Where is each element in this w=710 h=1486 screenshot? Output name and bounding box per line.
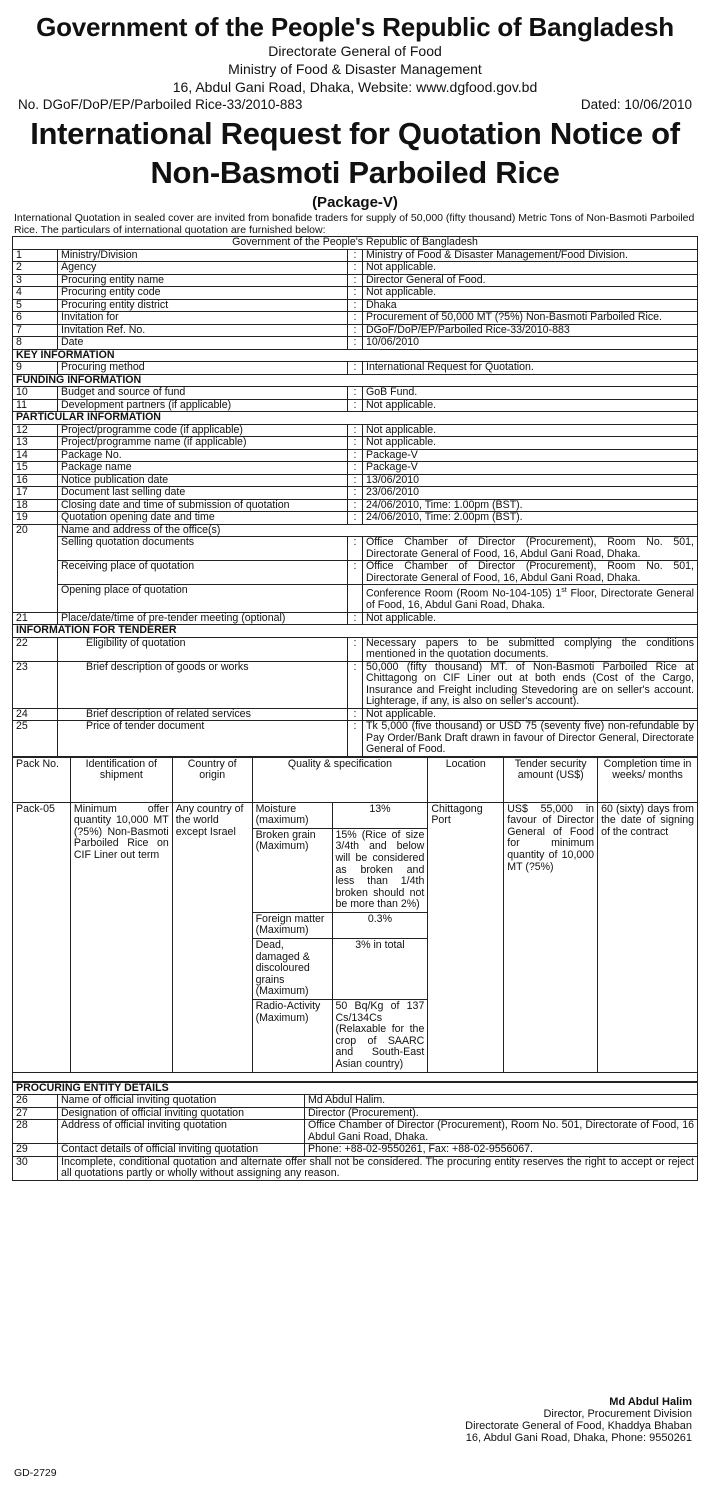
- quality-name: Dead, damaged & discoloured grains (Maximum): [252, 939, 332, 1000]
- row-value: DGoF/DoP/EP/Parboiled Rice-33/2010-883: [363, 324, 698, 337]
- row-label: Notice publication date: [58, 474, 348, 487]
- row-value: Not applicable.: [363, 399, 698, 412]
- row-value: Not applicable.: [363, 287, 698, 300]
- spec-completion: 60 (sixty) days from the date of signing of the contract: [598, 802, 698, 1072]
- directorate-name: Directorate General of Food: [268, 43, 442, 59]
- spec-location: Chittagong Port: [428, 802, 504, 1072]
- spec-header: Identification of shipment: [70, 757, 172, 802]
- office-label: Opening place of quotation: [58, 585, 348, 613]
- table-row: [13, 324, 698, 337]
- table-row: [13, 612, 698, 625]
- row-number: 30: [13, 1156, 58, 1180]
- spec-security: US$ 55,000 in favour of Director General of Food for minimum quantity of 10,000 MT (?5%): [504, 802, 598, 1072]
- colon-separator: :: [348, 637, 363, 661]
- spec-pack-no: Pack-05: [13, 802, 71, 1072]
- colon-separator: :: [348, 474, 363, 487]
- row-number: 14: [13, 449, 58, 462]
- row-value: GoB Fund.: [363, 387, 698, 400]
- row-value: Phone: +88-02-9550261, Fax: +88-02-9556067.: [305, 1144, 698, 1157]
- row-number: 5: [13, 299, 58, 312]
- colon-separator: [348, 585, 363, 613]
- row-label: Name of official inviting quotation: [58, 1095, 305, 1108]
- signatory-office: Directorate General of Food, Khaddya Bhaban: [465, 1420, 692, 1432]
- table-heading-row: [13, 237, 698, 250]
- section-row: [13, 349, 698, 362]
- signature-block: [465, 1396, 692, 1444]
- colon-separator: :: [348, 287, 363, 300]
- colon-separator: :: [348, 362, 363, 375]
- row-label: Eligibility of quotation: [58, 637, 348, 661]
- row-value: 24/06/2010, Time: 2.00pm (BST).: [363, 512, 698, 525]
- row-number: 4: [13, 287, 58, 300]
- row-value: Not applicable.: [363, 437, 698, 450]
- colon-separator: :: [348, 274, 363, 287]
- table-row: [13, 287, 698, 300]
- colon-separator: :: [348, 721, 363, 757]
- row-value: Package-V: [363, 449, 698, 462]
- colon-separator: :: [348, 537, 363, 561]
- row-number: 8: [13, 337, 58, 350]
- row-label: Quotation opening date and time: [58, 512, 348, 525]
- table-row: [13, 661, 698, 708]
- office-value: Office Chamber of Director (Procurement), Room No. 501, Directorate General of Food, 16, Abdul Gani Road, Dhaka.: [363, 561, 698, 585]
- signatory-title: Director, Procurement Division: [543, 1408, 692, 1420]
- row-value: Not applicable.: [363, 262, 698, 275]
- office-value: [363, 585, 698, 613]
- table-row: [13, 299, 698, 312]
- quality-name: Radio-Activity (Maximum): [252, 1000, 332, 1073]
- table-row: [13, 312, 698, 325]
- section-heading: INFORMATION FOR TENDERER: [13, 625, 698, 638]
- intro-paragraph: International Quotation in sealed cover are invited from bonafide traders for supply of 50,000 (fifty thousand) Metric Tons of Non-Basmoti Parboiled Rice. The particulars of international quotation are furnished below:: [14, 212, 695, 236]
- section-heading: KEY INFORMATION: [13, 349, 698, 362]
- row-number: 21: [13, 612, 58, 625]
- row-value: Procurement of 50,000 MT (?5%) Non-Basmoti Parboiled Rice.: [363, 312, 698, 325]
- section-heading: PARTICULAR INFORMATION: [13, 412, 698, 425]
- colon-separator: :: [348, 337, 363, 350]
- package-label: (Package-V): [312, 194, 398, 211]
- row-label: Package name: [58, 462, 348, 475]
- row-number: 26: [13, 1095, 58, 1108]
- row-label: Date: [58, 337, 348, 350]
- quality-value: 3% in total: [332, 939, 428, 1000]
- table-row: [13, 337, 698, 350]
- table-row: [13, 362, 698, 375]
- table-row: [13, 512, 698, 525]
- table-heading: Government of the People's Republic of Bangladesh: [13, 237, 698, 250]
- procuring-entity-table: [12, 1082, 698, 1181]
- row-label: Contact details of official inviting quotation: [58, 1144, 305, 1157]
- colon-separator: :: [348, 561, 363, 585]
- quality-value: 15% (Rice of size 3/4th and below will be considered as broken and less than 1/4th broken should not be more than 2%): [332, 828, 428, 912]
- colon-separator: :: [348, 462, 363, 475]
- colon-separator: :: [348, 708, 363, 721]
- row-value: Md Abdul Halim.: [305, 1095, 698, 1108]
- row-number: 9: [13, 362, 58, 375]
- row-label: Name and address of the office(s): [58, 524, 698, 537]
- row-number: 3: [13, 274, 58, 287]
- colon-separator: :: [348, 424, 363, 437]
- colon-separator: :: [348, 487, 363, 500]
- table-row: [13, 487, 698, 500]
- row-number: 12: [13, 424, 58, 437]
- row-label: Document last selling date: [58, 487, 348, 500]
- table-row: [13, 262, 698, 275]
- notice-title-line1: International Request for Quotation Notice of: [30, 116, 680, 151]
- row-value: Not applicable.: [363, 612, 698, 625]
- particulars-table: [12, 236, 698, 757]
- quality-name: Foreign matter (Maximum): [252, 912, 332, 938]
- row-label: Project/programme name (if applicable): [58, 437, 348, 450]
- office-label: Receiving place of quotation: [58, 561, 348, 585]
- row-value: 13/06/2010: [363, 474, 698, 487]
- spec-header: Completion time in weeks/ months: [598, 757, 698, 802]
- spec-blank-row: [13, 1072, 698, 1081]
- quality-value: 50 Bq/Kg of 137 Cs/134Cs (Relaxable for the crop of SAARC and South-East Asian country): [332, 1000, 428, 1073]
- row-number: 13: [13, 437, 58, 450]
- row-number: 23: [13, 661, 58, 708]
- quality-value: 0.3%: [332, 912, 428, 938]
- row-number: 6: [13, 312, 58, 325]
- row-number: 24: [13, 708, 58, 721]
- spec-header: Pack No.: [13, 757, 71, 802]
- spec-header: Quality & specification: [252, 757, 428, 802]
- gd-number: GD-2729: [14, 1467, 57, 1479]
- office-row: [13, 537, 698, 561]
- section-row: [13, 412, 698, 425]
- row-label: Closing date and time of submission of quotation: [58, 499, 348, 512]
- row-label: Procuring entity code: [58, 287, 348, 300]
- signatory-address: 16, Abdul Gani Road, Dhaka, Phone: 9550261: [465, 1432, 692, 1444]
- row-value: Necessary papers to be submitted complying the conditions mentioned in the quotation documents.: [363, 637, 698, 661]
- row-label: Price of tender document: [58, 721, 348, 757]
- superscript: st: [561, 587, 567, 594]
- row-label: Brief description of related services: [58, 708, 348, 721]
- row-number: 16: [13, 474, 58, 487]
- section-row: [13, 625, 698, 638]
- signatory-name: Md Abdul Halim: [609, 1396, 692, 1408]
- section-heading: PROCURING ENTITY DETAILS: [13, 1082, 698, 1095]
- colon-separator: :: [348, 249, 363, 262]
- spec-header: Country of origin: [172, 757, 252, 802]
- row-value: 23/06/2010: [363, 487, 698, 500]
- colon-separator: :: [348, 399, 363, 412]
- ministry-name: Ministry of Food & Disaster Management: [228, 61, 482, 77]
- row-value: Director (Procurement).: [305, 1107, 698, 1120]
- row-number: 11: [13, 399, 58, 412]
- row-number: 29: [13, 1144, 58, 1157]
- table-row: [13, 721, 698, 757]
- table-row: [13, 524, 698, 537]
- row-value: Not applicable.: [363, 424, 698, 437]
- colon-separator: :: [348, 661, 363, 708]
- row-value: Director General of Food.: [363, 274, 698, 287]
- row-label: Ministry/Division: [58, 249, 348, 262]
- office-value-part: Conference Room (Room No-104-105) 1: [366, 587, 562, 600]
- table-row: [13, 387, 698, 400]
- government-title: Government of the People's Republic of Bangladesh: [36, 12, 674, 42]
- row-label: Procuring method: [58, 362, 348, 375]
- row-number: 20: [13, 524, 58, 612]
- row-label: Package No.: [58, 449, 348, 462]
- office-value: Office Chamber of Director (Procurement), Room No. 501, Directorate General of Food, 16, Abdul Gani Road, Dhaka.: [363, 537, 698, 561]
- table-row: [13, 249, 698, 262]
- row-label: Brief description of goods or works: [58, 661, 348, 708]
- table-row: [13, 1107, 698, 1120]
- row-label: Procuring entity name: [58, 274, 348, 287]
- table-row: [13, 499, 698, 512]
- spec-header-row: [13, 757, 698, 802]
- row-value: 50,000 (fifty thousand) MT. of Non-Basmoti Parboiled Rice at Chittagong on CIF Liner out at both ends (Cost of the Cargo, Insurance and Freight including Stevedoring are on seller's account. Lighterage, if any, is also on seller's account).: [363, 661, 698, 708]
- row-value: Incomplete, conditional quotation and alternate offer shall not be considered. The procuring entity reserves the right to accept or reject all quotations partly or wholly without assigning any reason.: [58, 1156, 698, 1180]
- row-label: Project/programme code (if applicable): [58, 424, 348, 437]
- table-row: [13, 274, 698, 287]
- row-value: Office Chamber of Director (Procurement), Room No. 501, Directorate of Food, 16 Abdul Gani Road, Dhaka.: [305, 1120, 698, 1144]
- spec-header: Tender security amount (US$): [504, 757, 598, 802]
- row-value: Ministry of Food & Disaster Management/Food Division.: [363, 249, 698, 262]
- table-row: [13, 462, 698, 475]
- row-number: 18: [13, 499, 58, 512]
- office-value-part: Floor, Directorate General of Food, 16, Abdul Gani Road, Dhaka.: [366, 587, 694, 612]
- row-value: Not applicable.: [363, 708, 698, 721]
- row-label: Agency: [58, 262, 348, 275]
- row-number: 25: [13, 721, 58, 757]
- row-number: 22: [13, 637, 58, 661]
- row-number: 15: [13, 462, 58, 475]
- colon-separator: :: [348, 262, 363, 275]
- table-row: [13, 1095, 698, 1108]
- row-label: Place/date/time of pre-tender meeting (optional): [58, 612, 348, 625]
- spec-blank-cell: [13, 1072, 698, 1081]
- row-label: Development partners (if applicable): [58, 399, 348, 412]
- row-number: 27: [13, 1107, 58, 1120]
- office-row: [13, 585, 698, 613]
- notice-date: Dated: 10/06/2010: [580, 97, 692, 112]
- table-row: [13, 437, 698, 450]
- reference-line: [12, 96, 698, 113]
- table-row: [13, 1120, 698, 1144]
- row-value: Dhaka: [363, 299, 698, 312]
- office-row: [13, 561, 698, 585]
- row-label: Address of official inviting quotation: [58, 1120, 305, 1144]
- spec-header: Location: [428, 757, 504, 802]
- row-number: 28: [13, 1120, 58, 1144]
- table-row: [13, 1144, 698, 1157]
- section-row: [13, 374, 698, 387]
- colon-separator: :: [348, 299, 363, 312]
- colon-separator: :: [348, 499, 363, 512]
- table-row: [13, 474, 698, 487]
- spec-identification: Minimum offer quantity 10,000 MT (?5%) Non-Basmoti Parboiled Rice on CIF Liner out term: [70, 802, 172, 1072]
- section-heading: FUNDING INFORMATION: [13, 374, 698, 387]
- row-label: Invitation for: [58, 312, 348, 325]
- row-value: 24/06/2010, Time: 1.00pm (BST).: [363, 499, 698, 512]
- row-label: Budget and source of fund: [58, 387, 348, 400]
- reference-number: No. DGoF/DoP/EP/Parboiled Rice-33/2010-883: [18, 97, 303, 112]
- spec-country: Any country of the world except Israel: [172, 802, 252, 1072]
- row-label: Designation of official inviting quotation: [58, 1107, 305, 1120]
- colon-separator: :: [348, 512, 363, 525]
- row-number: 1: [13, 249, 58, 262]
- notice-title-line2: Non-Basmoti Parboiled Rice: [150, 155, 560, 190]
- row-value: International Request for Quotation.: [363, 362, 698, 375]
- quality-value: 13%: [332, 802, 428, 828]
- quality-name: Broken grain (Maximum): [252, 828, 332, 912]
- row-number: 7: [13, 324, 58, 337]
- table-row: [13, 1156, 698, 1180]
- colon-separator: :: [348, 437, 363, 450]
- specification-table: [12, 757, 698, 1082]
- row-label: Invitation Ref. No.: [58, 324, 348, 337]
- table-row: [13, 449, 698, 462]
- table-row: [13, 637, 698, 661]
- row-label: Procuring entity district: [58, 299, 348, 312]
- colon-separator: :: [348, 387, 363, 400]
- table-row: [13, 424, 698, 437]
- row-number: 2: [13, 262, 58, 275]
- colon-separator: :: [348, 312, 363, 325]
- colon-separator: :: [348, 612, 363, 625]
- office-label: Selling quotation documents: [58, 537, 348, 561]
- table-row: [13, 708, 698, 721]
- row-number: 19: [13, 512, 58, 525]
- row-value: Package-V: [363, 462, 698, 475]
- quality-name: Moisture (maximum): [252, 802, 332, 828]
- row-number: 17: [13, 487, 58, 500]
- row-number: 10: [13, 387, 58, 400]
- colon-separator: :: [348, 324, 363, 337]
- spec-row: [13, 802, 698, 828]
- colon-separator: :: [348, 449, 363, 462]
- row-value: 10/06/2010: [363, 337, 698, 350]
- section-row: [13, 1082, 698, 1095]
- row-value: Tk 5,000 (five thousand) or USD 75 (seventy five) non-refundable by Pay Order/Bank Draft drawn in favour of Director General, Directorate General of Food.: [363, 721, 698, 757]
- office-address: 16, Abdul Gani Road, Dhaka, Website: www.dgfood.gov.bd: [172, 79, 538, 95]
- table-row: [13, 399, 698, 412]
